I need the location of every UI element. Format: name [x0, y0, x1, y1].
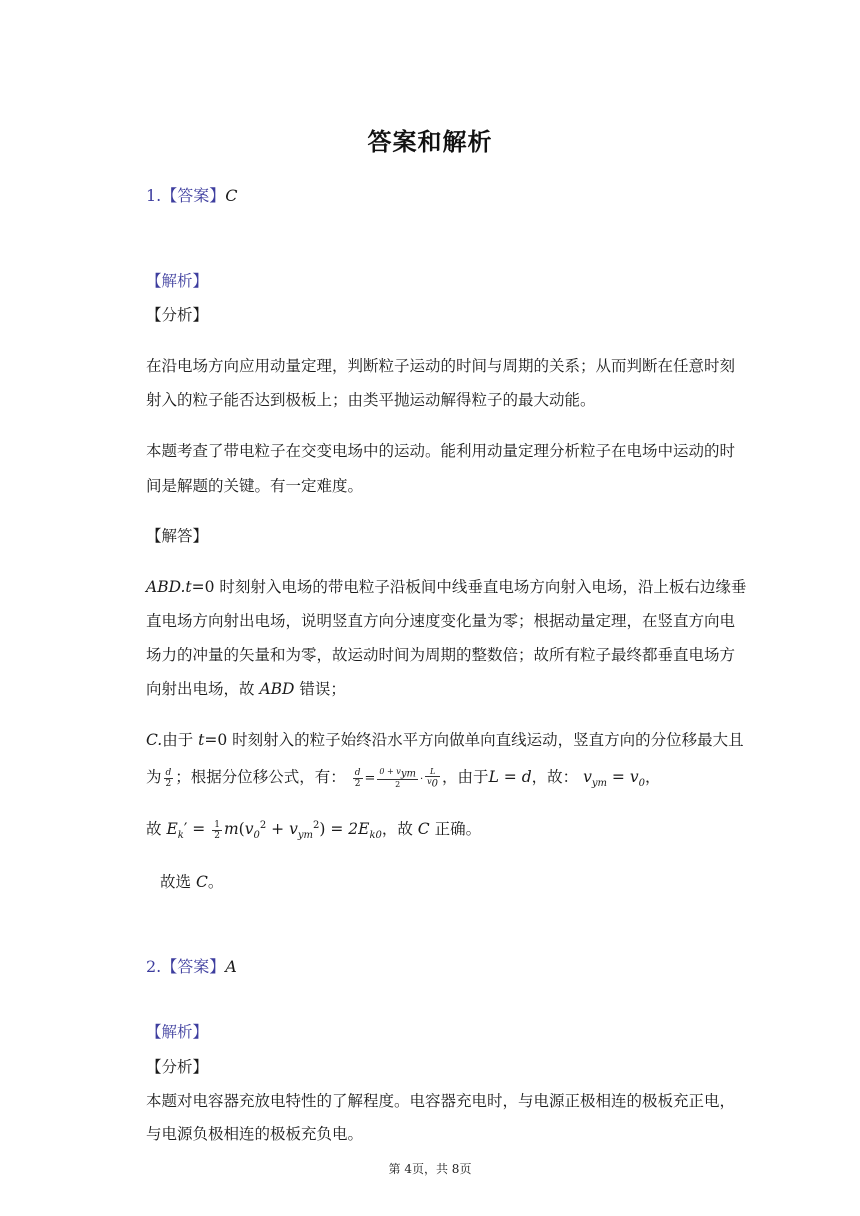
q1-analysis-p1-line1: 在沿电场方向应用动量定理，判断粒子运动的时间与周期的关系；从而判断在任意时刻: [146, 357, 736, 375]
q2-number: 2.: [146, 957, 162, 976]
q1-solution-a-line4: [146, 679, 716, 699]
q1-eq-L-equals-d: L = d: [488, 768, 532, 786]
q1-eq-frac-d2: [353, 768, 363, 789]
q2-answer-line: [146, 957, 716, 977]
eq-rhs-sub: 0: [638, 778, 645, 790]
q1-solution-c-line1: [146, 730, 744, 750]
q1-jieda-tag: 【解答】: [146, 527, 209, 545]
q1-jiexi-tag: 【解析】: [146, 272, 209, 290]
q1-solution-a-line3: 场力的冲量的矢量和为零，故运动时间为周期的整数倍；故所有粒子最终都垂直电场方: [146, 646, 736, 664]
q1-number: 1.: [146, 186, 162, 205]
eq-vym-sub: ym: [591, 778, 607, 790]
q1-eq-frac-L-v0: [425, 767, 440, 789]
eq-E-rhs: = 2E: [330, 820, 370, 839]
q1-sol-c-a: 由于: [162, 731, 199, 749]
q1-answer: C: [225, 186, 238, 205]
q1-choose-C: C: [195, 873, 208, 891]
q2-answer-tag: 【答案】: [161, 957, 226, 976]
eq-E-sub-k: k: [177, 830, 184, 842]
q1-sol-a-t: t: [185, 578, 192, 596]
q1-sol-c-gu: ，故：: [531, 768, 579, 786]
q1-sol-c-l3-gu: 故: [146, 820, 167, 839]
q1-fraction-d-over-2: [164, 768, 174, 789]
q1-solution-c-line3: [146, 812, 716, 850]
eq-half: $\frac{1}{2}$: [214, 819, 220, 841]
q1-analysis-p2-line2: 间是解题的关键。有一定难度。: [146, 477, 364, 495]
q1-solution-a-line1: [146, 577, 747, 597]
q1-sol-a-prefix: ABD.: [146, 578, 186, 596]
eq-vym-v: v: [583, 768, 592, 786]
eq-E: E: [166, 820, 178, 839]
q1-sol-a-l4-var: ABD: [259, 680, 295, 698]
q1-sol-a-l4-post: 错误；: [294, 680, 346, 698]
eq-E-v0: v: [244, 820, 254, 839]
eq-2: 2: [354, 778, 361, 789]
q1-eq-vym-equals-v0: $v_{ym} = v_0$: [583, 768, 645, 790]
eq-main-num: [377, 767, 418, 780]
eq-rhs-v: v: [629, 768, 639, 786]
q1-solution-a-line2: 直电场方向射出电场，说明竖直方向分速度变化量为零；根据动量定理，在竖直方向电: [146, 612, 736, 630]
q1-sol-c-mid: ；根据分位移公式，有：: [175, 768, 346, 786]
q1-sol-c-youyu: ，由于: [442, 768, 489, 786]
eq-v0: [425, 777, 440, 789]
eq-main-num-text: 0 + v: [379, 767, 401, 777]
q1-sol-c-wei: 为: [146, 768, 162, 786]
eq-main-den: 2: [395, 779, 401, 789]
eq-v0-sub: 0: [431, 778, 439, 790]
q1-sol-c-b: =0 时刻射入的粒子始终沿水平方向做单向直线运动，竖直方向的分位移最大且: [204, 731, 744, 749]
eq-E-vym: v: [289, 820, 298, 839]
q1-sol-c-l3-tail-C: C: [417, 820, 430, 839]
page-footer: 第 4页，共 8页: [388, 1162, 472, 1176]
q1-sol-a-l4-pre: 向射出电场，故: [146, 680, 260, 698]
q1-sol-a-rest: =0 时刻射入电场的带电粒子沿板间中线垂直电场方向射入电场，沿上板右边缘垂: [191, 578, 747, 596]
q1-fenxi-tag: 【分析】: [146, 306, 209, 324]
eq-equals: =: [364, 771, 376, 786]
q1-answer-line: [146, 186, 716, 206]
eq-v0-v: v: [427, 777, 432, 787]
eq-E-v0-sub: 0: [253, 830, 260, 842]
eq-L: L: [425, 767, 440, 777]
q1-sol-c-l3-tail-a: ，故: [381, 820, 418, 839]
q1-solution-c-line2: 为 $\frac{d}{2}$ ；根据分位移公式，有： $\frac{d}{2}$ = $\frac{0 + v_{ym}}{2}$ · $\frac{L}{v_0}$ ，由于L = d，故： $v_{ym} = v_0$，: [146, 767, 661, 790]
q1-sol-c-prefix: C.: [146, 731, 163, 749]
q1-energy-equation: $E_k'$ = $\frac{1}{2}$ $m(v_0^2 + v_{ym}^2) = 2E_{k0}$: [166, 819, 382, 842]
q1-choose-line: [160, 872, 730, 892]
q1-eq-frac-main: [377, 767, 418, 789]
eq-E-rhs-sub: k0: [369, 830, 382, 842]
q2-jiexi-tag: 【解析】: [146, 1023, 209, 1041]
q1-analysis-p1-line2: 射入的粒子能否达到极板上；由类平抛运动解得粒子的最大动能。: [146, 391, 596, 409]
eq-main-num-sub: ym: [400, 768, 416, 780]
q1-analysis-p2-line1: 本题考查了带电粒子在交变电场中的运动。能利用动量定理分析粒子在电场中运动的时: [146, 442, 736, 460]
q2-analysis-line2: 与电源负极相连的极板充负电。: [146, 1125, 364, 1143]
frac-num-d: d: [165, 767, 172, 778]
q1-sol-c-t: t: [198, 731, 205, 749]
eq-dot: ·: [419, 774, 424, 785]
frac-den-2: 2: [165, 778, 172, 789]
q2-answer: A: [225, 957, 237, 976]
q1-choose-pre: 故选: [160, 873, 196, 891]
eq-E-vym-sub: ym: [297, 830, 313, 842]
q2-fenxi-tag: 【分析】: [146, 1058, 209, 1076]
q1-sol-c-l3-tail-b: 正确。: [429, 820, 482, 839]
eq-d: d: [354, 767, 361, 778]
q2-analysis-line1: 本题对电容器充放电特性的了解程度。电容器充电时，与电源正极相连的极板充正电，: [146, 1092, 736, 1110]
page-title: 答案和解析: [367, 127, 493, 156]
q1-choose-post: 。: [207, 873, 224, 891]
q1-answer-tag: 【答案】: [161, 186, 226, 205]
